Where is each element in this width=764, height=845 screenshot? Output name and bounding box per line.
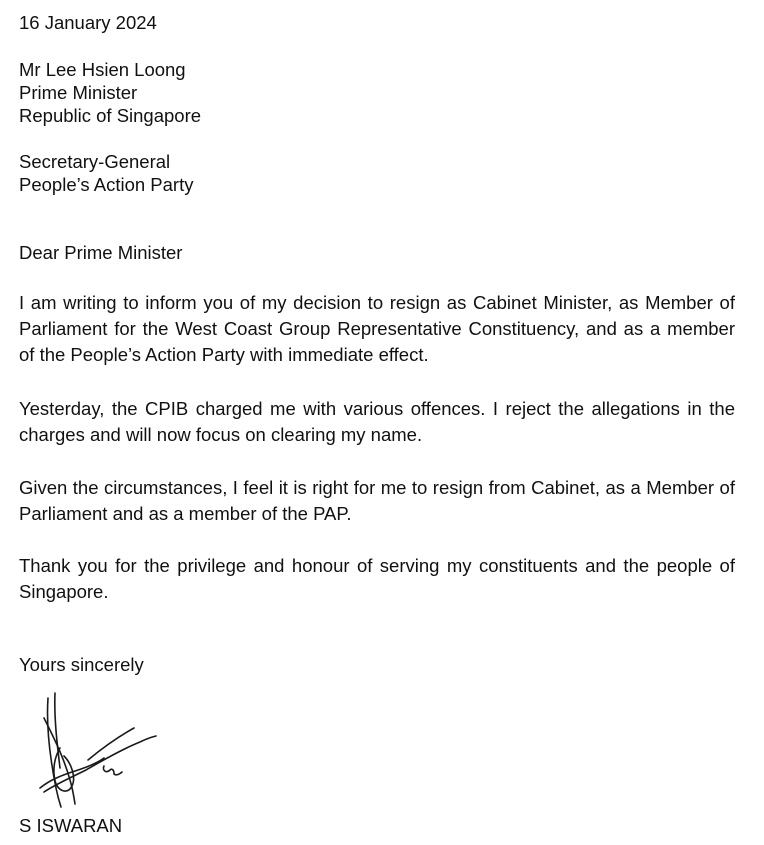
signatory-name: S ISWARAN (19, 815, 123, 836)
recipient-party-role: Secretary-General (19, 151, 171, 172)
recipient-party: People’s Action Party (19, 174, 194, 195)
body-paragraph: I am writing to inform you of my decision to resign as Cabinet Minister, as Member of Parliament for the West Coast Group Representative Constituency, and as a member of the People’s Action Party with immediate effect. (19, 292, 735, 365)
body-paragraph: Given the circumstances, I feel it is right for me to resign from Cabinet, as a Member of Parliament and as a member of the PAP. (19, 477, 735, 524)
recipient-name: Mr Lee Hsien Loong (19, 59, 186, 80)
salutation: Dear Prime Minister (19, 242, 183, 263)
body-paragraph: Thank you for the privilege and honour of serving my constituents and the people of Singapore. (19, 555, 735, 602)
recipient-title: Prime Minister (19, 82, 138, 103)
letter-date: 16 January 2024 (19, 12, 157, 33)
closing: Yours sincerely (19, 654, 144, 675)
handwritten-signature (30, 688, 160, 810)
recipient-country: Republic of Singapore (19, 105, 202, 126)
body-paragraph: Yesterday, the CPIB charged me with various offences. I reject the allegations in the charges and will now focus on clearing my name. (19, 398, 735, 445)
